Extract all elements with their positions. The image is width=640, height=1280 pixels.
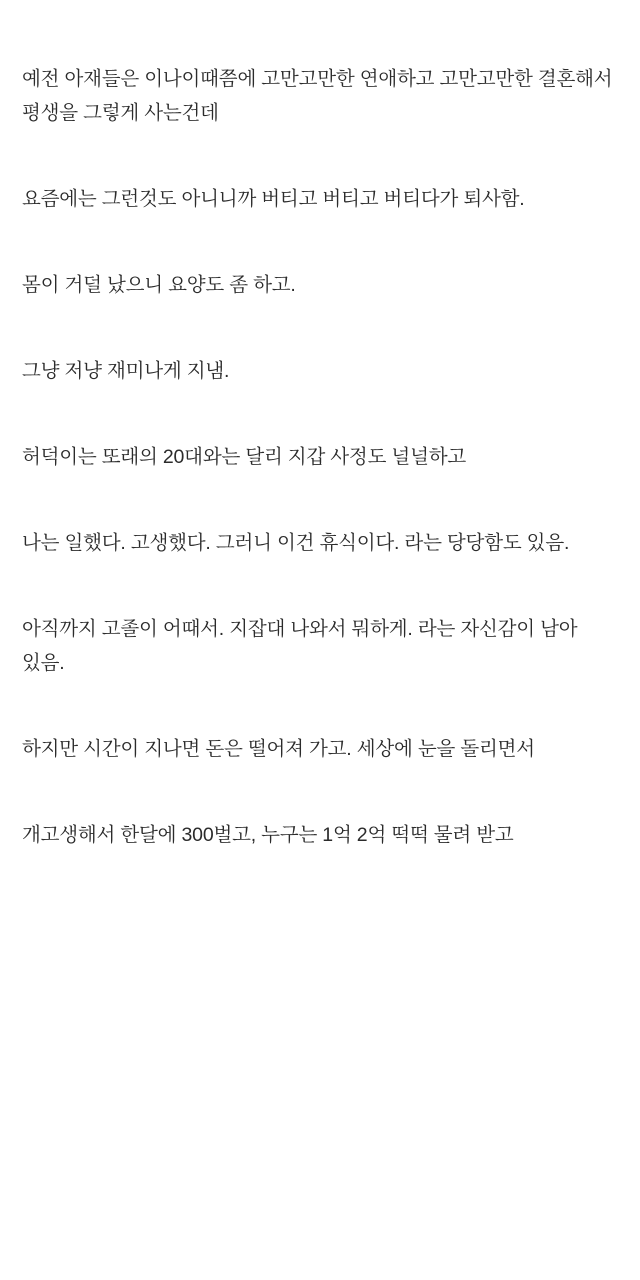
paragraph-5: 허덕이는 또래의 20대와는 달리 지갑 사정도 널널하고 (22, 446, 466, 468)
paragraph-2: 요즘에는 그런것도 아니니까 버티고 버티고 버티다가 퇴사함. (22, 188, 525, 210)
paragraph-9: 개고생해서 한달에 300벌고, 누구는 1억 2억 떡떡 물려 받고 (22, 824, 514, 846)
paragraph-1: 예전 아재들은 이나이때쯤에 고만고만한 연애하고 고만고만한 결혼해서 평생을 그렇게 사는건데 (22, 68, 618, 124)
paragraph-7: 아직까지 고졸이 어때서. 지잡대 나와서 뭐하게. 라는 자신감이 남아 있음. (22, 618, 583, 674)
paragraph-8: 하지만 시간이 지나면 돈은 떨어져 가고. 세상에 눈을 돌리면서 (22, 738, 535, 760)
paragraph-4: 그냥 저냥 재미나게 지냄. (22, 360, 230, 382)
paragraph-6: 나는 일했다. 고생했다. 그러니 이건 휴식이다. 라는 당당함도 있음. (22, 532, 570, 554)
paragraph-3: 몸이 거덜 났으니 요양도 좀 하고. (22, 274, 296, 296)
